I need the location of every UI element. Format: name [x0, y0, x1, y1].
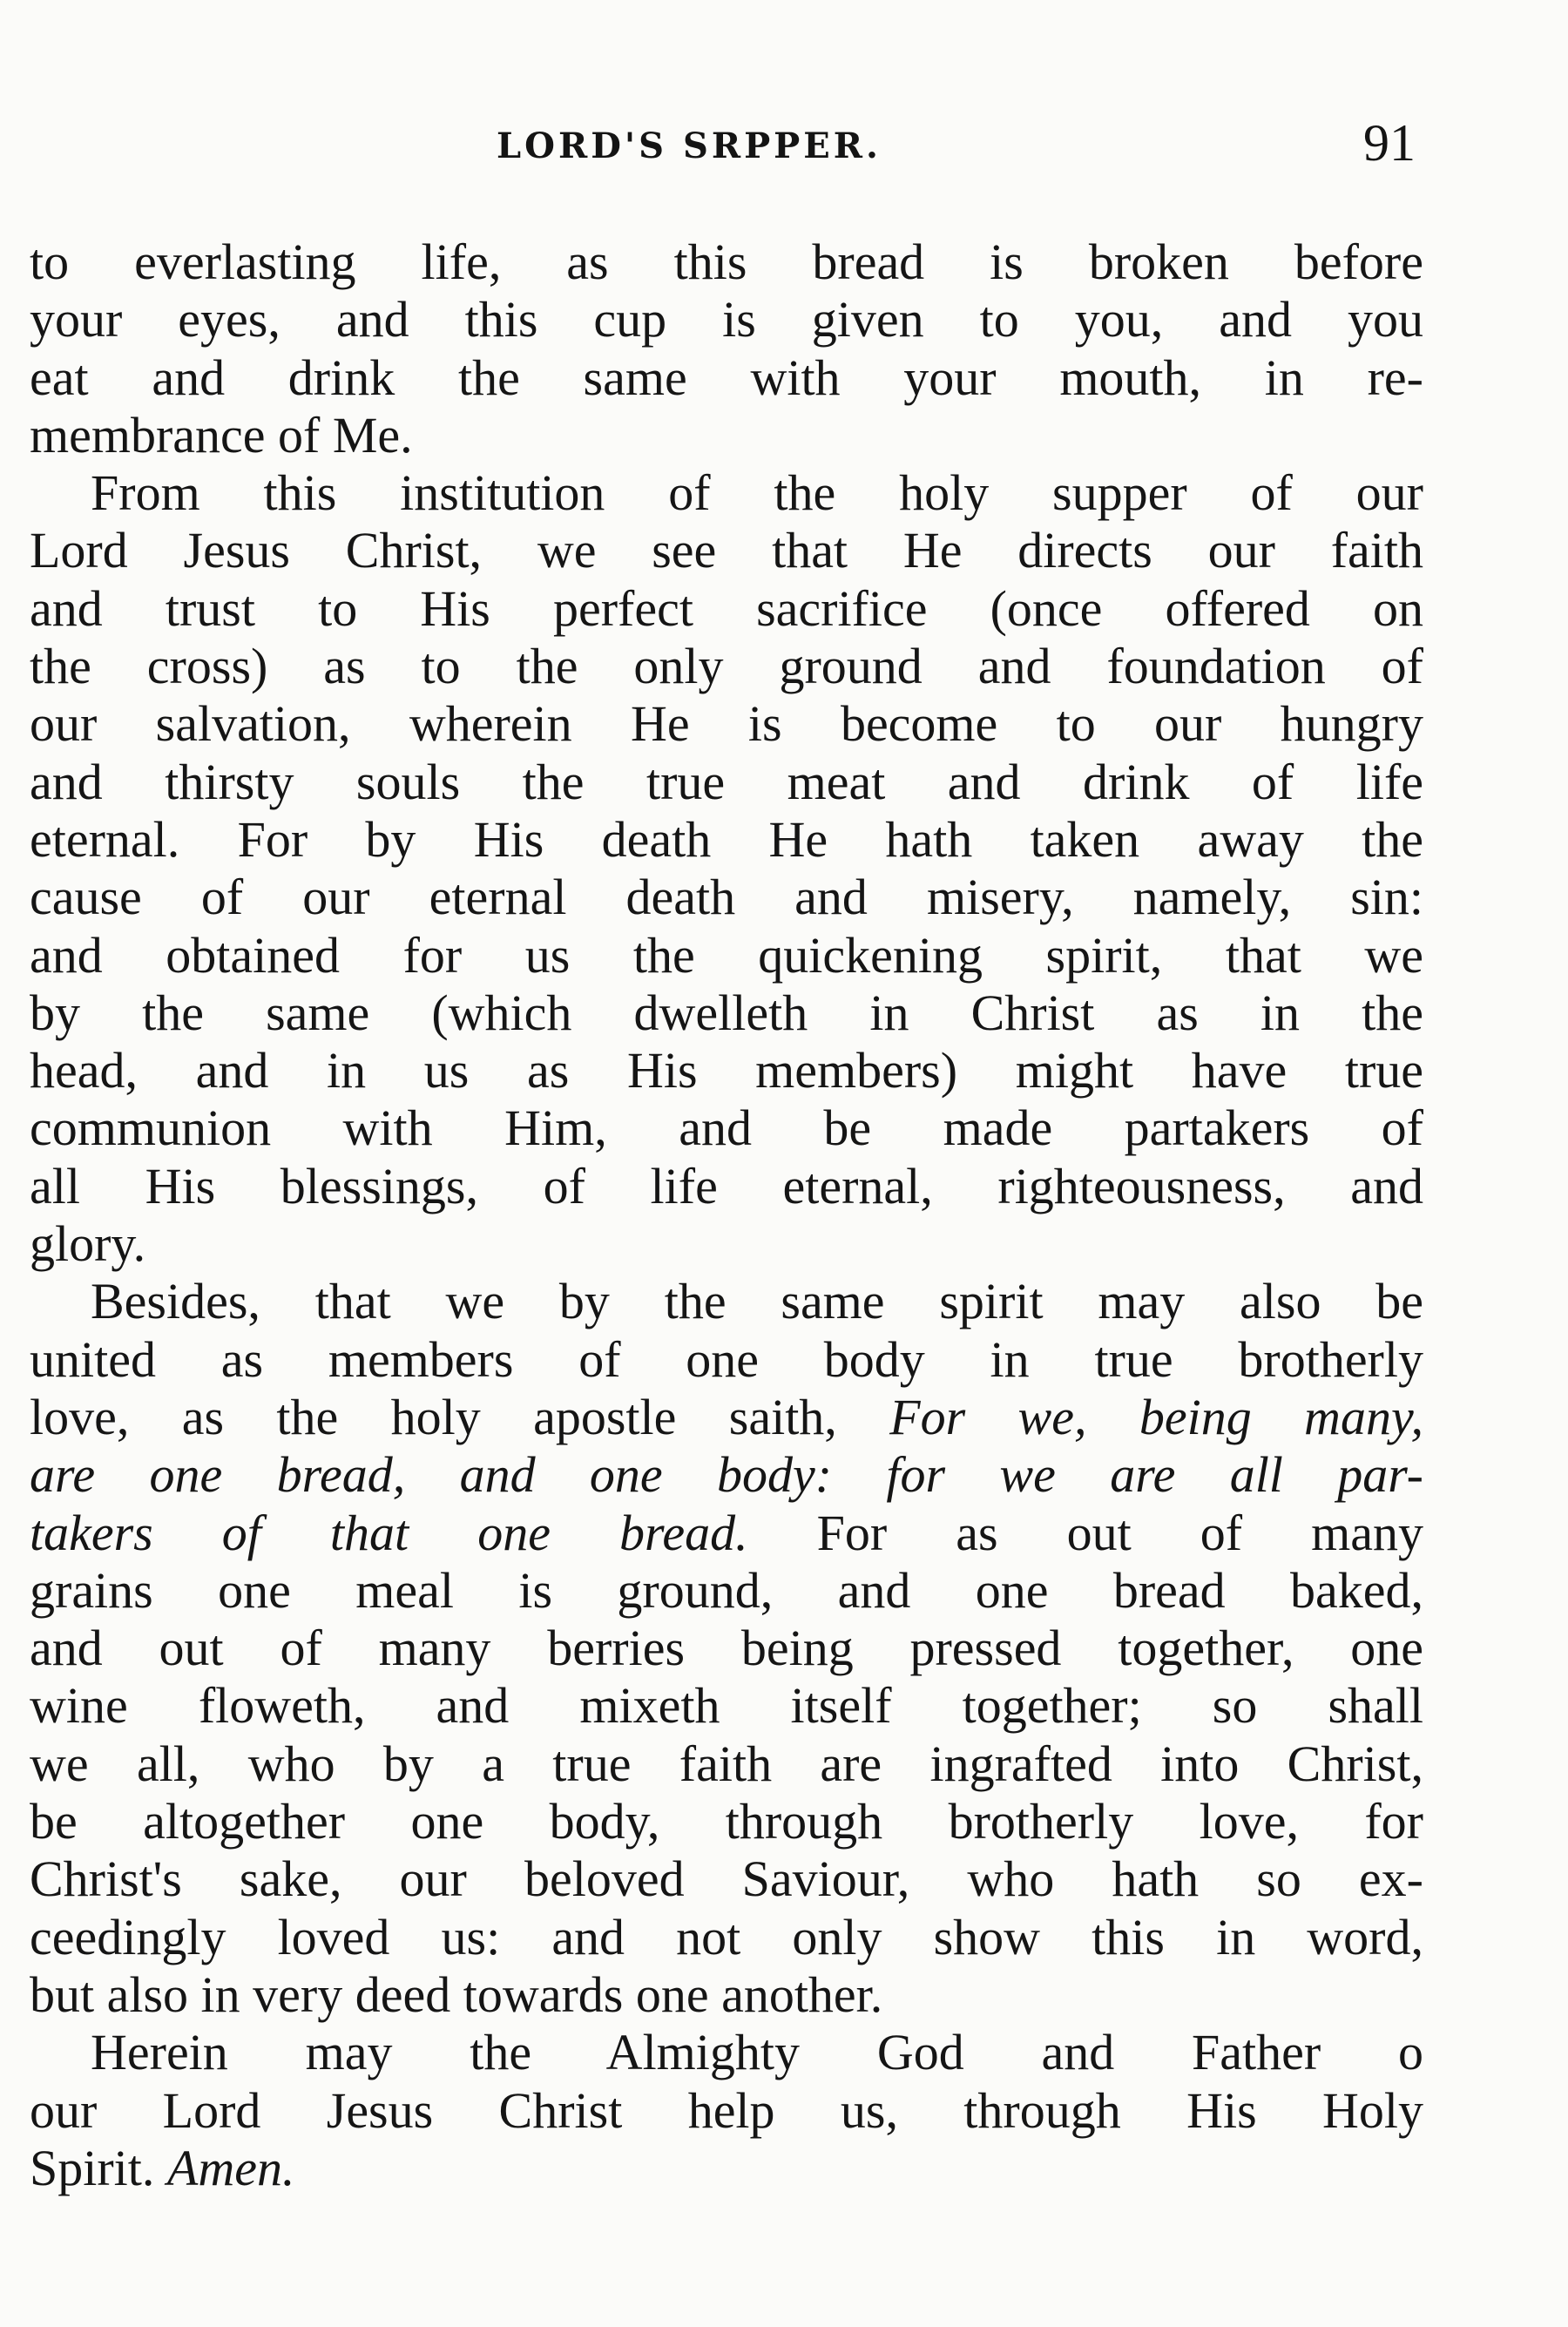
text-line: eat and drink the same with your mouth, in re- [30, 348, 1423, 406]
scripture-quote: takers of that one bread. [30, 1504, 748, 1561]
text-run: For as out of many [747, 1504, 1423, 1561]
text-line: our Lord Jesus Christ help us, through His Holy [30, 2081, 1423, 2139]
text-line: From this institution of the holy supper of our [91, 464, 1423, 522]
paragraph-4 [30, 2024, 1423, 2197]
text-line: membrance of Me. [30, 406, 413, 463]
text-line [30, 2140, 1423, 2197]
text-line: united as members of one body in true brotherly [30, 1330, 1423, 1388]
page-number: 91 [1363, 114, 1416, 172]
text-run: Spirit. [30, 2139, 167, 2196]
text-line: glory. [30, 1215, 146, 1273]
running-head-title: LORD'S SRPPER. [497, 125, 882, 166]
text-line: to everlasting life, as this bread is broken before [30, 233, 1423, 290]
scripture-quote: For we, being many, [889, 1388, 1423, 1445]
text-line: head, and in us as His members) might have true [30, 1042, 1423, 1099]
text-line [30, 1446, 1423, 1504]
text-line [30, 1389, 1423, 1446]
text-line: cause of our eternal death and misery, namely, sin: [30, 869, 1423, 926]
text-line: but also in very deed towards one another. [30, 1965, 883, 2023]
text-line: and obtained for us the quickening spirit, that we [30, 926, 1423, 984]
text-line: and trust to His perfect sacrifice (once offered on [30, 579, 1423, 637]
text-line: be altogether one body, through brotherly love, for [30, 1793, 1423, 1850]
text-line: Lord Jesus Christ, we see that He directs our faith [30, 522, 1423, 579]
scripture-quote: are one bread, and one body: for we are all par- [30, 1446, 1423, 1504]
text-line: wine floweth, and mixeth itself together; so shall [30, 1677, 1423, 1735]
text-line: our salvation, wherein He is become to our hungry [30, 695, 1423, 753]
text-line: Besides, that we by the same spirit may also be [91, 1273, 1423, 1330]
paragraph-3 [30, 1273, 1423, 2024]
text-run: love, as the holy apostle saith, [30, 1388, 890, 1445]
text-line: by the same (which dwelleth in Christ as in the [30, 984, 1423, 1041]
text-line: Herein may the Almighty God and Father o [91, 2024, 1423, 2081]
text-line: ceedingly loved us: and not only show this in word, [30, 1908, 1423, 1965]
text-line: and out of many berries being pressed together, one [30, 1620, 1423, 1677]
paragraph-1 [30, 233, 1423, 464]
text-line: and thirsty souls the true meat and drink of life [30, 753, 1423, 810]
text-line: eternal. For by His death He hath taken away the [30, 810, 1423, 868]
running-head [0, 113, 1568, 174]
text-line: your eyes, and this cup is given to you, and you [30, 291, 1423, 348]
text-line: the cross) as to the only ground and foundation of [30, 638, 1423, 695]
paragraph-2 [30, 464, 1423, 1273]
text-line: we all, who by a true faith are ingrafted into Christ, [30, 1735, 1423, 1792]
amen-text: Amen. [166, 2139, 295, 2196]
text-line [30, 1505, 1423, 1562]
text-line: grains one meal is ground, and one bread baked, [30, 1561, 1423, 1619]
text-line: Christ's sake, our beloved Saviour, who hath so ex- [30, 1850, 1423, 1908]
text-line: all His blessings, of life eternal, righteousness, and [30, 1157, 1423, 1214]
text-line: communion with Him, and be made partakers of [30, 1099, 1423, 1157]
body-text [30, 233, 1423, 2197]
